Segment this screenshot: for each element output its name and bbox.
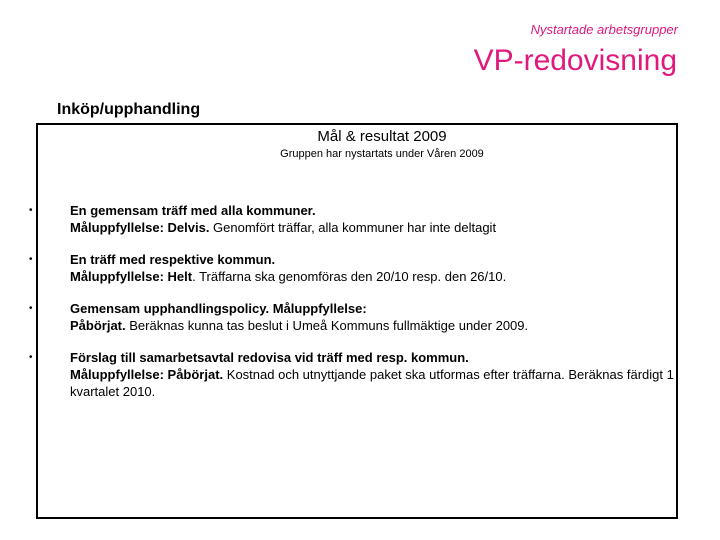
status-label: Måluppfyllelse: Delvis. xyxy=(70,220,210,235)
goal-item xyxy=(29,300,676,334)
goal-title: En gemensam träff med alla kommuner. xyxy=(70,203,316,218)
goal-item xyxy=(29,251,676,285)
section-heading: Inköp/upphandling xyxy=(57,101,201,118)
goal-list xyxy=(29,202,676,415)
goal-title: En träff med respektive kommun. xyxy=(70,252,276,267)
goal-title: Gemensam upphandlingspolicy. Måluppfyllelse: xyxy=(70,301,367,316)
slide-title: VP-redovisning xyxy=(473,44,677,77)
goal-status xyxy=(70,219,676,236)
results-panel xyxy=(29,123,678,519)
status-text: . Träffarna ska genomföras den 20/10 resp. den 26/10. xyxy=(192,269,507,284)
bullet-icon: • xyxy=(29,303,33,314)
panel-title: Mål & resultat 2009 xyxy=(317,128,447,145)
slide-kicker: Nystartade arbetsgrupper xyxy=(530,22,678,37)
goal-status xyxy=(70,317,676,334)
goal-title: Förslag till samarbetsavtal redovisa vid träff med resp. kommun. xyxy=(70,350,469,365)
status-label: Måluppfyllelse: Påbörjat. xyxy=(70,367,224,382)
status-text: Genomfört träffar, alla kommuner har inte deltagit xyxy=(209,220,497,235)
goal-item xyxy=(29,202,676,236)
bullet-icon: • xyxy=(29,205,33,216)
panel-subtitle: Gruppen har nystartats under Våren 2009 xyxy=(280,148,484,160)
goal-item xyxy=(29,349,676,400)
status-label: Påbörjat. xyxy=(70,318,126,333)
status-text: Kostnad och utnyttjande paket ska utformas efter träffarna. Beräknas färdigt 1 kvartalet 2010. xyxy=(70,367,674,399)
goal-status xyxy=(70,366,676,400)
bullet-icon: • xyxy=(29,352,33,363)
status-label: Måluppfyllelse: Helt xyxy=(70,269,193,284)
bullet-icon: • xyxy=(29,254,33,265)
status-text: Beräknas kunna tas beslut i Umeå Kommuns fullmäktige under 2009. xyxy=(125,318,529,333)
goal-status xyxy=(70,268,676,285)
